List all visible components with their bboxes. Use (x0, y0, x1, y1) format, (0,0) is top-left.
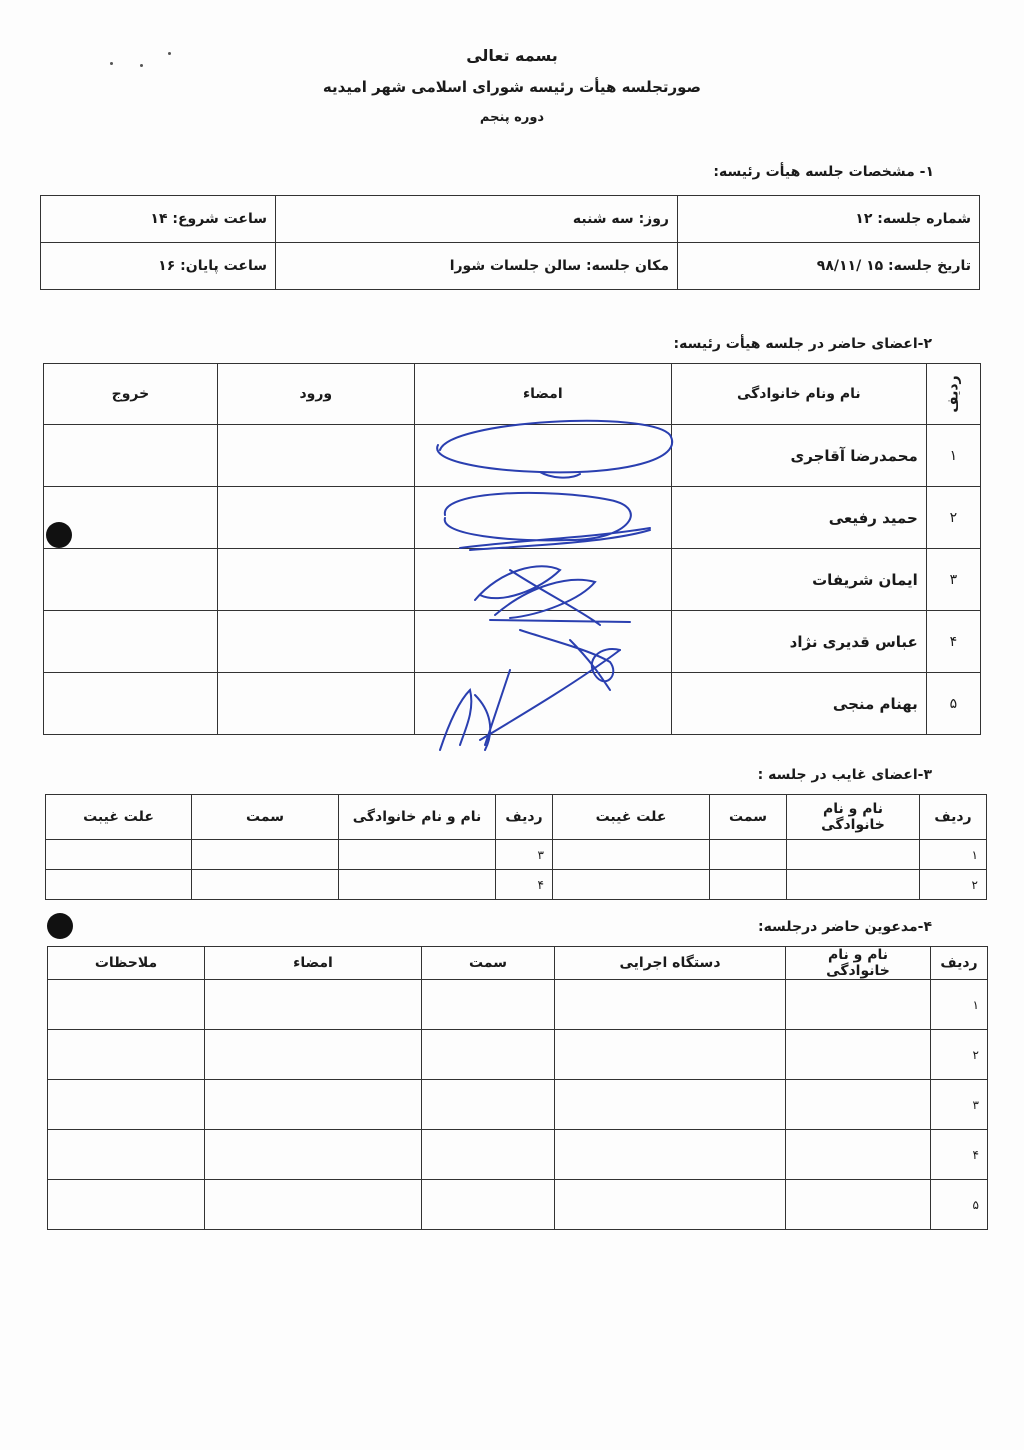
header-notes: ملاحظات (48, 947, 205, 980)
row-number: ۴ (496, 870, 553, 900)
header-term: دوره پنجم (479, 110, 545, 125)
session-details-table (40, 195, 980, 290)
member-name: بهنام منجی (671, 673, 926, 735)
header-row-number: ردیف (926, 364, 980, 425)
row-number: ۲ (920, 870, 987, 900)
row-number: ۳ (926, 549, 980, 611)
table-row (48, 1180, 988, 1230)
header-signature: امضاء (414, 364, 671, 425)
row-number: ۳ (931, 1080, 988, 1130)
exit-cell (44, 673, 218, 735)
header-signature: امضاء (205, 947, 422, 980)
scan-speck (168, 52, 171, 55)
exit-cell (44, 549, 218, 611)
section2-title: ۲-اعضای حاضر در جلسه هیأت رئیسه: (673, 336, 932, 352)
row-number: ۱ (926, 425, 980, 487)
header-name: نام و نام خانوادگی (786, 947, 931, 980)
header-absence-reason: علت غیبت (553, 795, 710, 840)
table-row (48, 1130, 988, 1180)
invitees-table (47, 946, 988, 1230)
table-row (46, 840, 987, 870)
signature-2 (445, 493, 650, 550)
table-row (48, 980, 988, 1030)
entry-cell (217, 425, 414, 487)
row-number: ۵ (931, 1180, 988, 1230)
row-number: ۱ (931, 980, 988, 1030)
section3-title: ۳-اعضای غایب در جلسه : (757, 767, 932, 783)
row-number: ۱ (920, 840, 987, 870)
header-row-number: ردیف (931, 947, 988, 980)
scan-speck (140, 64, 143, 67)
signature-1 (437, 421, 672, 478)
entry-cell (217, 487, 414, 549)
session-location-cell: مکان جلسه: سالن جلسات شورا (276, 243, 678, 290)
row-number: ۵ (926, 673, 980, 735)
punch-hole (46, 522, 72, 548)
header-position: سمت (710, 795, 787, 840)
entry-cell (217, 673, 414, 735)
row-number: ۲ (926, 487, 980, 549)
row-number: ۴ (926, 611, 980, 673)
table-row (46, 870, 987, 900)
member-name: حمید رفیعی (671, 487, 926, 549)
header-document-title: صورتجلسه هیأت رئیسه شورای اسلامی شهر امیدیه (322, 78, 702, 96)
member-name: محمدرضا آقاجری (671, 425, 926, 487)
header-organization: دستگاه اجرایی (555, 947, 786, 980)
section1-title: ۱- مشخصات جلسه هیأت رئیسه: (713, 164, 934, 180)
row-number: ۳ (496, 840, 553, 870)
header-row-number: ردیف (920, 795, 987, 840)
table-row (48, 1080, 988, 1130)
signature-3 (475, 566, 630, 625)
absent-members-table (45, 794, 987, 900)
header-row-number: ردیف (496, 795, 553, 840)
section4-title: ۴-مدعوین حاضر درجلسه: (757, 919, 932, 935)
header-absence-reason: علت غیبت (46, 795, 192, 840)
exit-cell (44, 425, 218, 487)
exit-cell (44, 611, 218, 673)
entry-cell (217, 611, 414, 673)
member-name: ایمان شریفات (671, 549, 926, 611)
punch-hole (47, 913, 73, 939)
header-name: نام و نام خانوادگی (787, 795, 920, 840)
header-name: نام ونام خانوادگی (671, 364, 926, 425)
header-name: نام و نام خانوادگی (339, 795, 496, 840)
session-date-cell: تاریخ جلسه: ۱۵ /۹۸/۱۱ (678, 243, 980, 290)
header-exit: خروج (44, 364, 218, 425)
entry-cell (217, 549, 414, 611)
end-time-cell: ساعت پایان: ۱۶ (41, 243, 276, 290)
row-number: ۲ (931, 1030, 988, 1080)
member-name: عباس قدیری نژاد (671, 611, 926, 673)
row-number: ۴ (931, 1130, 988, 1180)
header-position: سمت (192, 795, 339, 840)
signatures-drawing (420, 400, 690, 760)
table-row (48, 1030, 988, 1080)
scan-speck (110, 62, 113, 65)
header-position: سمت (422, 947, 555, 980)
session-number-cell: شماره جلسه: ۱۲ (678, 196, 980, 243)
header-bismillah: بسمه تعالی (466, 46, 558, 65)
session-day-cell: روز: سه شنبه (276, 196, 678, 243)
start-time-cell: ساعت شروع: ۱۴ (41, 196, 276, 243)
header-entry: ورود (217, 364, 414, 425)
